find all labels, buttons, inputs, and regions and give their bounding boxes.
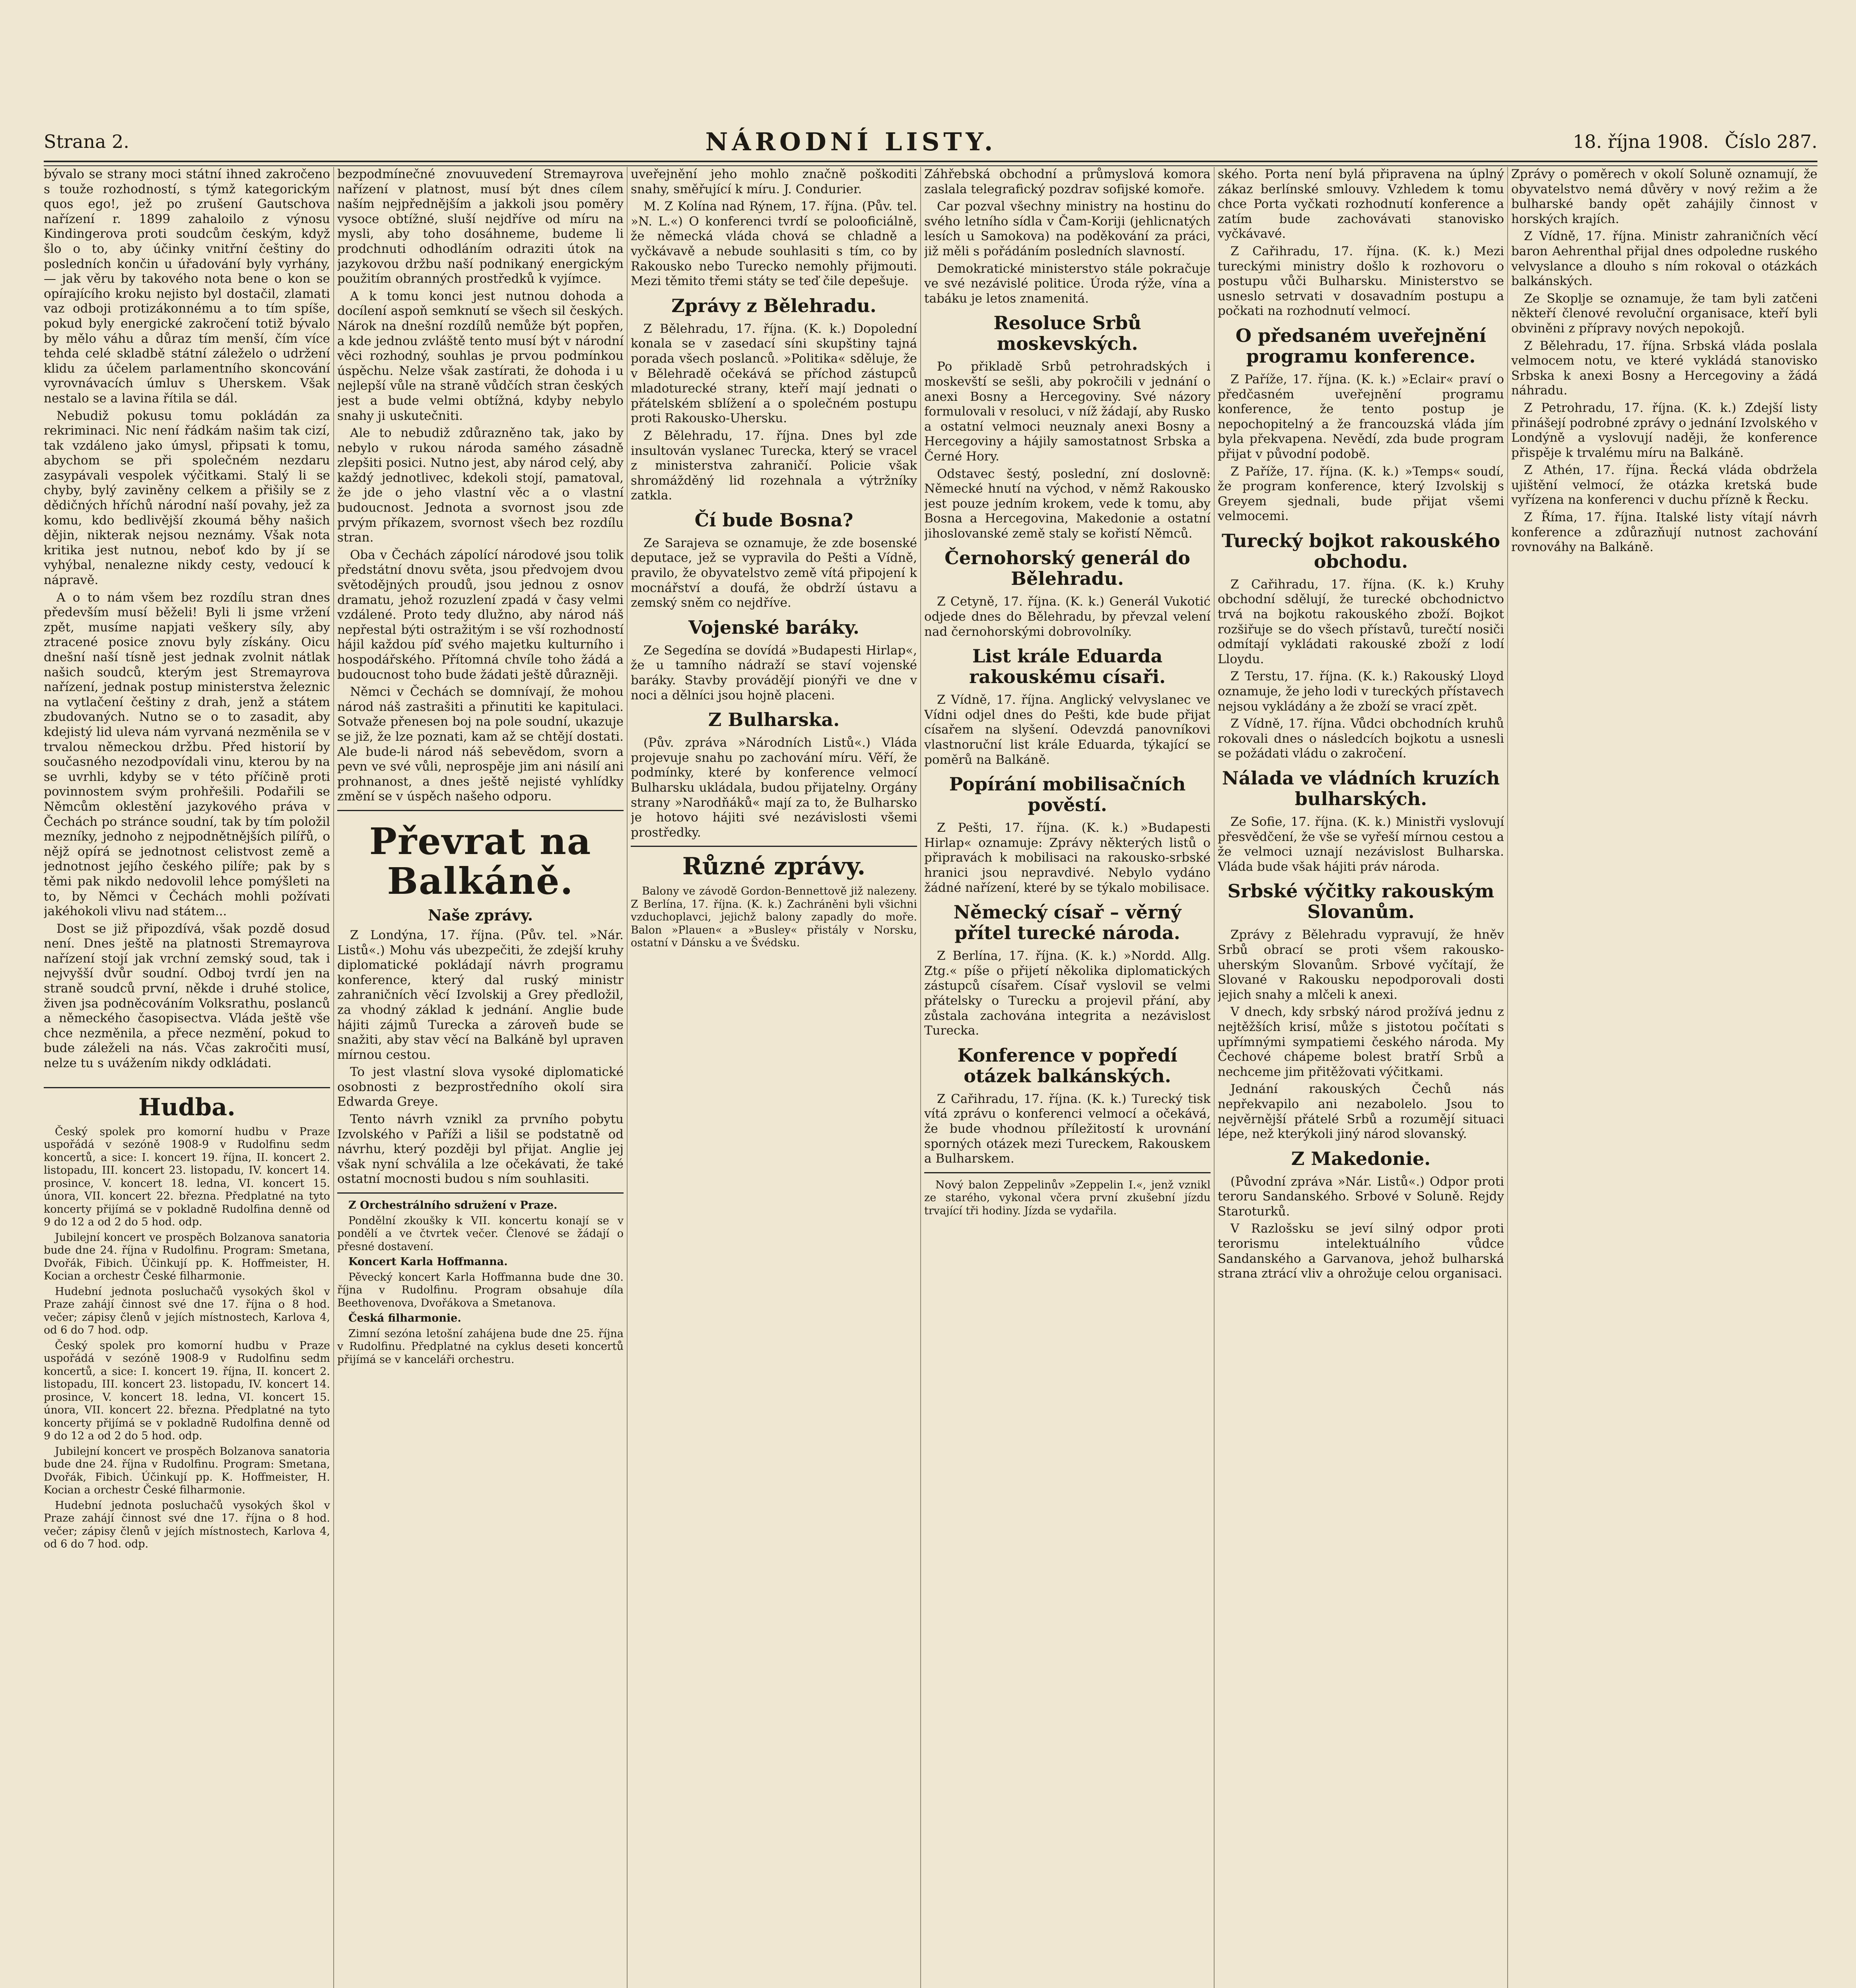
section-title: Nálada ve vládních kruzích bulharských. <box>1222 767 1500 810</box>
article-paragraph: Po přikladě Srbů petrohradských i moskevští se sešli, aby pokročili v jednání o anexi Bosny a Hercegoviny. Své názory formulovali v resoluci, v níž žádají, aby Rusko a ostatní velmoci neuznaly anexi Bosny a Hercegoviny a hájily samostatnost Srbska a Černé Hory. <box>924 359 1211 464</box>
section-title: List krále Eduarda rakouskému císaři. <box>969 645 1166 688</box>
article-paragraph: Z Petrohradu, 17. října. (K. k.) Zdejší listy přinášejí podrobné zprávy o jednání Izvolského v Londýně a vyslovují naději, že konference přispěje k trvalému míru na Balkáně. <box>1511 400 1817 460</box>
column-divider <box>920 167 921 1988</box>
article-paragraph: Z Cetyně, 17. října. (K. k.) Generál Vukotić odjede dnes do Bělehradu, by převzal velení nad černohorskými dobrovolníky. <box>924 594 1211 639</box>
subhead-nase-zpravy: Naše zprávy. <box>428 906 533 924</box>
header-rule <box>44 161 1817 166</box>
article-paragraph: Ale to nebudiž zdůrazněno tak, jako by nebylo v rukou národa samého zásadně zlepšiti posici. Nutno jest, aby národ celý, aby každý jednotlivec, kdekoli stojí, pamatoval, že jde o jeho vlastní věc a o vlastní budoucnost. Jednota a svornost jsou zde prvým příkazem, svornost všech bez rozdílu stran. <box>337 426 624 545</box>
section-rule <box>337 810 624 811</box>
headline-balkan: Převrat na Balkáně. <box>369 819 592 903</box>
article-paragraph: Ze Skoplje se oznamuje, že tam byli zatčeni někteří členové revoluční organisace, kteří byli obviněni z přípravy nových nepokojů. <box>1511 291 1817 336</box>
article-paragraph: V Razlošsku se jeví silný odpor proti terorismu intelektuálního vůdce Sandanského a Garvanova, jehož bulharská strana ztrácí vliv a ohrožuje celou organisaci. <box>1218 1221 1504 1281</box>
section-title: Turecký bojkot rakouského obchodu. <box>1221 530 1500 572</box>
news-item: Pondělní zkoušky k VII. koncertu konají se v pondělí a ve čtvrtek večer. Členové se žádají o přesné dostavení. <box>337 1214 624 1253</box>
article-paragraph: Z Paříže, 17. října. (K. k.) »Temps« soudí, že program konference, který Izvolskij s Greyem sjednali, bude přijat všemi velmocemi. <box>1218 464 1504 524</box>
article-paragraph: Demokratické ministerstvo stále pokračuje ve své nezávislé politice. Úroda rýže, vína a tabáku je letos znamenitá. <box>924 261 1211 306</box>
column-1 <box>44 167 330 1988</box>
article-paragraph: Z Bělehradu, 17. října. (K. k.) Dopolední konala se v zasedací síni skupštiny tajná porada všech poslanců. »Politika« sděluje, že v Bělehradě očekává se příchod zástupců mladoturecké strany, kteří mají jednati o přátelském sblížení a o společném postupu proti Rakousko-Uhersku. <box>631 321 917 426</box>
article-paragraph: Záhřebská obchodní a průmyslová komora zaslala telegrafický pozdrav sofijské komoře. <box>924 167 1211 196</box>
article-paragraph: (Původní zpráva »Nár. Listů«.) Odpor proti teroru Sandanského. Srbové v Soluně. Rejdy Staroturků. <box>1218 1174 1504 1219</box>
article-paragraph: Z Paříže, 17. října. (K. k.) »Eclair« praví o předčasném uveřejnění programu konference, že tento postup je nepochopitelný a že francouzská vláda jím byla překvapena. Nevědí, zda bude program přijat v původní podobě. <box>1218 372 1504 461</box>
section-title: Různé zprávy. <box>682 852 866 881</box>
notice-title: Koncert Karla Hoffmanna. <box>348 1256 508 1268</box>
article-paragraph: Z Athén, 17. října. Řecká vláda obdržela ujištění velmocí, že otázka kretská bude vyřízena na konferenci v duchu přízně k Řecku. <box>1511 463 1817 507</box>
article-paragraph: Odstavec šestý, poslední, zní doslovně: Německé hnutí na východ, v němž Rakousko jest pouze jedním krokem, vede k tomu, aby Bosna a Hercegovina, Makedonie a ostatní jihoslovanské země staly se kořistí Němců. <box>924 466 1211 541</box>
article-paragraph: Tento návrh vznikl za prvního pobytu Izvolského v Paříži a lišil se podstatně od návrhu, který později byl přijat. Anglie jej však nyní schválila a lze očekávati, že také ostatní mocnosti budou s ním souhlasiti. <box>337 1112 624 1186</box>
news-item: Český spolek pro komorní hudbu v Praze uspořádá v sezóně 1908-9 v Rudolfinu sedm koncertů, a sice: I. koncert 19. října, II. koncert 2. listopadu, III. koncert 23. listopadu, IV. koncert 14. prosince, V. koncert 18. ledna, VI. koncert 15. února, VII. koncert 22. března. Předplatné na tyto koncerty přijímá se v pokladně Rudolfina denně od 9 do 12 a od 2 do 5 hod. odp. <box>44 1339 330 1442</box>
column-divider <box>627 167 628 1988</box>
hudba-section <box>44 1126 330 1551</box>
page-header <box>44 126 1817 157</box>
page-label: Strana 2. <box>44 131 129 152</box>
notice-title: Z Orchestrálního sdružení v Praze. <box>348 1199 558 1212</box>
article-paragraph: Z Vídně, 17. října. Ministr zahraničních věcí baron Aehrenthal přijal dnes odpoledne ruského velvyslance a dlouho s ním rokoval o otázkách balkánských. <box>1511 229 1817 289</box>
article-paragraph: Z Vídně, 17. října. Vůdci obchodních kruhů rokovali dnes o následcích bojkotu a usnesli se požádati vládu o zakročení. <box>1218 716 1504 761</box>
section-rule <box>924 1172 1211 1173</box>
column-6 <box>1511 167 1817 1988</box>
article-paragraph: Oba v Čechách zápolící národové jsou tolik předstátní dnovu světa, jsou předvojem dvou světodějných proudů, jsou jednou z osnov dramatu, jehož rozuzlení zpadá v časy velmi vzdálené. Proto tedy dlužno, aby národ náš nepřestal býti ostražitým i se vší rozhodností hájil každou píď svého majetku kulturního i hospodářského. Přítomná chvíle toho žádá a budoucnost toho bude žádati ještě důrazněji. <box>337 547 624 682</box>
news-item: Jubilejní koncert ve prospěch Bolzanova sanatoria bude dne 24. října v Rudolfinu. Program: Smetana, Dvořák, Fibich. Účinkují pp. K. Hoffmeister, H. Kocian a orchestr České filharmonie. <box>44 1445 330 1497</box>
article-paragraph: Z Říma, 17. října. Italské listy vítají návrh konference a zdůrazňují nutnost zachování rovnováhy na Balkáně. <box>1511 510 1817 555</box>
section-title: Z Bulharska. <box>708 709 840 731</box>
article-paragraph: Z Cařihradu, 17. října. (K. k.) Mezi tureckými ministry došlo k rozhovoru o postupu vůči Bulharsku. Ministerstvo se usneslo setrvati v dosavadním postupu a počkati na rozhodnutí velmocí. <box>1218 244 1504 318</box>
article-paragraph: A k tomu konci jest nutnou dohoda a docílení aspoň semknutí se všech sil českých. Nárok na dnešní rozdílů nemůže být popřen, a kde jednou zvláště tento musí být v národní věci rozhodný, souhlas je prvou podmínkou úspěchu. Nelze však zastírati, že dohoda i u nejlepší vůle na straně vůdčích stran českých jest a bude velmi obtížná, kdyby nebylo snahy ji uskutečniti. <box>337 289 624 423</box>
article-paragraph: To jest vlastní slova vysoké diplomatické osobnosti z bezprostředního okolí sira Edwarda Greye. <box>337 1065 624 1109</box>
article-paragraph: M. Z Kolína nad Rýnem, 17. října. (Pův. tel. »N. L.«) O konferenci tvrdí se polooficiálně, že německá vláda chová se chladně a vyčkávavě a nebude souhlasiti s tím, co by Rakousko nebo Turecko nemohly přijmouti. Mezi těmito třemi státy se teď čile depešuje. <box>631 199 917 289</box>
article-paragraph: Z Bělehradu, 17. října. Dnes byl zde insultován vyslanec Turecka, který se vracel z ministerstva zahraničí. Policie však shromážděný lid rozehnala a výtržníky zatkla. <box>631 428 917 503</box>
article-paragraph: V dnech, kdy srbský národ prožívá jednu z nejtěžších krisí, může s jistotou počítati s upřímnými sympatiemi českého národa. My Čechové chápeme bolest bratří Srbů a nechceme jim přitěžovati výčitkami. <box>1218 1005 1504 1079</box>
section-title: Vojenské baráky. <box>688 616 859 638</box>
article-paragraph: bezpodmínečné znovuuvedení Stremayrova nařízení v platnost, musí být dnes cílem naším nejpřednějším a jakkoli jsou poměry vysoce obtížné, sluší nejdříve od míru na mysli, aby toho dosáhneme, budeme li prodchnuti odhodláním odraziti útok na jazykovou držbu naší podnikaný energickým použitím obranných prostředků k vyjímce. <box>337 167 624 286</box>
column-4 <box>924 167 1211 1988</box>
section-title: O předsaném uveřejnění programu konference. <box>1235 324 1487 367</box>
column-5 <box>1218 167 1504 1988</box>
article-paragraph: Car pozval všechny ministry na hostinu do svého letního sídla v Čam-Koriji (jehlicnatých lesích u Samokova) na poděkování za práci, již měli s pořádáním posledních slavností. <box>924 199 1211 258</box>
column-2 <box>337 167 624 1988</box>
article-paragraph: Z Berlína, 17. října. (K. k.) »Nordd. Allg. Ztg.« píše o přijetí několika diplomatických zástupců císařem. Císař vyslovil se velmi přátelsky o Turecku a projevil přání, aby zůstala zachována integrita a nezávislost Turecka. <box>924 949 1211 1038</box>
article-paragraph: Nebudiž pokusu tomu pokládán za rekriminaci. Nic není řádkám našim tak cizí, tak vzdáleno jako úmysl, připsati k tomu, abychom se při společném nezdaru zasypávali vespolek výčitkami. Stalý li se chyby, bylý zaviněny celkem a přišily se z dědičných hříchů národní naší povahy, jež za komu, kdo bedlivější zkoumá běhy našich dějin, nikterak nejsou neznámy. Však nota kritika jest nutnou, neboť kdo by jí se vyhýbal, nenalezne nikdy cesty, vedoucí k nápravě. <box>44 408 330 588</box>
column-divider <box>1507 167 1508 1988</box>
article-paragraph: Z Terstu, 17. října. (K. k.) Rakouský Lloyd oznamuje, že jeho lodi v tureckých přístavech nejsou vykládány a že zboží se vrací zpět. <box>1218 669 1504 714</box>
news-item: Pěvecký koncert Karla Hoffmanna bude dne 30. října v Rudolfinu. Program obsahuje díla Beethovenova, Dvořákova a Smetanova. <box>337 1271 624 1309</box>
section-title: Čí bude Bosna? <box>694 509 853 531</box>
article-paragraph: Z Londýna, 17. října. (Pův. tel. »Nár. Listů«.) Mohu vás ubezpečiti, že zdejší kruhy diplomatické pokládají návrh programu konference, který dal ruský ministr zahraničních věcí Izvolskij a Grey předložil, za vhodný základ k jednání. Anglie bude hájiti zájmů Turecka a zároveň bude se snažiti, aby stav věcí na Balkáně byl upraven mírnou cestou. <box>337 928 624 1062</box>
masthead: NÁRODNÍ LISTY. <box>705 127 997 156</box>
misc-news <box>631 885 917 950</box>
header-date-issue <box>1573 131 1817 152</box>
article-paragraph: Z Vídně, 17. října. Anglický velvyslanec ve Vídni odjel dnes do Pešti, kde bude přijat císařem na slyšení. Odevzdá panovníkovi vlastnoruční list krále Eduarda, týkající se poměrů na Balkáně. <box>924 693 1211 767</box>
article-paragraph: Z Cařihradu, 17. října. (K. k.) Turecký tisk vítá zprávu o konferenci velmocí a očekává, že bude vhodnou příležitostí k urovnání sporných otázek mezi Tureckem, Rakouskem a Bulharskem. <box>924 1091 1211 1166</box>
news-item: Balony ve závodě Gordon-Bennettově již nalezeny. Z Berlína, 17. října. (K. k.) Zachráněni byli všichni vzduchoplavci, jejichž balony zapadly do moře. Balon »Plauen« a »Busley« přistály v Norsku, ostatní v Dánsku a ve Švédsku. <box>631 885 917 949</box>
section-title: Konference v popředí otázek balkánských. <box>957 1044 1178 1087</box>
section-title: Resoluce Srbů moskevských. <box>993 312 1141 355</box>
article-paragraph: Z Cařihradu, 17. října. (K. k.) Kruhy obchodní sdělují, že turecké obchodnictvo trvá na bojkotu rakouského zboží. Bojkot rozšiřuje se do všech přístavů, turečtí nosiči odmítají vykládati rakouské zboží z lodí Lloydu. <box>1218 577 1504 666</box>
section-title-hudba: Hudba. <box>138 1093 235 1121</box>
notice-title: Česká filharmonie. <box>348 1312 461 1325</box>
news-item: Jubilejní koncert ve prospěch Bolzanova sanatoria bude dne 24. října v Rudolfinu. Program: Smetana, Dvořák, Fibich. Účinkují pp. K. Hoffmeister, H. Kocian a orchestr České filharmonie. <box>44 1231 330 1283</box>
section-rule <box>44 1087 330 1088</box>
section-title: Srbské výčitky rakouským Slovanům. <box>1227 880 1495 923</box>
article-paragraph: bývalo se strany moci státní ihned zakročeno s touže rozhodností, s týmž kategorickým quos ego!, jež po zrušení Gautschova nařízení r. 1899 zahaloilo z výnosu Kindingerova proti soudcům českým, když šlo o to, aby účinky vnitřní češtiny do posledních končin u úřadování byly vyrhány, — jak věru by takového nota bene o kon se opírajícího kroku nejisto byl dostačil, zlamati vaz odboji protizákonnému a to tím spíše, pokud byly energické zakročení totiž bývalo by mělo váhu a důraz tím menší, čím více tehda celé skladbě státní záleželo o udržení klidu za účelem parlamentního skoncování vyrovnávacích úmluv s Uherskem. Však nestalo se a lavina řítila se dál. <box>44 167 330 406</box>
section-title: Německý císař – věrný přítel turecké národa. <box>953 901 1182 944</box>
music-notices <box>337 1199 624 1366</box>
article-paragraph: uveřejnění jeho mohlo značně poškoditi snahy, směřující k míru. J. Condurier. <box>631 167 917 196</box>
article-paragraph: Jednání rakouských Čechů nás nepřekvapilo ani nezabolelo. Jsou to nejvěrnější přátelé Srbů a rozumějí situaci lépe, než kterýkoli jiný národ slovanský. <box>1218 1082 1504 1142</box>
article-paragraph: Ze Segedína se dovídá »Budapesti Hirlap«, že u tamního nádraží se staví vojenské baráky. Stavby provádějí pionýři ve dne v noci a dělníci jsou hojně placeni. <box>631 643 917 703</box>
news-item: Hudební jednota posluchačů vysokých škol v Praze zahájí činnost své dne 17. října o 8 hod. večer; zápisy členů v jejích místnostech, Karlova 4, od 6 do 7 hod. odp. <box>44 1285 330 1337</box>
article-paragraph: Dost se již připozdívá, však pozdě dosud není. Dnes ještě na platnosti Stremayrova nařízení stojí jak vrchní zemský soud, tak i nejvyšší dvůr soudní. Odboj tvrdí jen na straně soudců první, někde i druhé stolice, živen jsa podněcováním Volksrathu, poslanců a německého časopisectva. Vláda ještě vše chce nezměnila, a přece nezmění, pokud to bude záleželi na nás. Včas zakročiti musí, nelze tu s uvážením nikdy odkládati. <box>44 921 330 1071</box>
article-paragraph: Zprávy z Bělehradu vypravují, že hněv Srbů obrací se proti všem rakousko-uherským Slovanům. Srbové vyčítají, že Slované v Rakousku nepodporovali dosti jejich snahy a mlčeli k anexi. <box>1218 928 1504 1002</box>
news-item: Zimní sezóna letošní zahájena bude dne 25. října v Rudolfinu. Předplatné na cyklus deseti koncertů přijímá se v kanceláři orchestru. <box>337 1327 624 1366</box>
issue-number: Číslo 287. <box>1725 131 1817 152</box>
misc-news <box>924 1179 1211 1218</box>
article-paragraph: (Pův. zpráva »Národních Listů«.) Vláda projevuje snahu po zachování míru. Věří, že podmínky, které by konference velmocí Bulharsku ukládala, budou přijatelny. Orgány strany »Narodňáků« mají za to, že Bulharsko je hotovo hájiti své nezávislosti všemi prostředky. <box>631 736 917 840</box>
column-divider <box>333 167 334 1988</box>
column-3 <box>631 167 917 1988</box>
column-divider <box>1214 167 1215 1988</box>
article-paragraph: Ze Sarajeva se oznamuje, že zde bosenské deputace, jež se vypravila do Pešti a Vídně, pravilo, že obyvatelstvo země vítá připojení k mocnářství a doufá, že obdrží ústavu a zemský sněm co nejdříve. <box>631 536 917 610</box>
news-item: Hudební jednota posluchačů vysokých škol v Praze zahájí činnost své dne 17. října o 8 hod. večer; zápisy členů v jejích místnostech, Karlova 4, od 6 do 7 hod. odp. <box>44 1499 330 1551</box>
news-item: Český spolek pro komorní hudbu v Praze uspořádá v sezóně 1908-9 v Rudolfinu sedm koncertů, a sice: I. koncert 19. října, II. koncert 2. listopadu, III. koncert 23. listopadu, IV. koncert 14. prosince, V. koncert 18. ledna, VI. koncert 15. února, VII. koncert 22. března. Předplatné na tyto koncerty přijímá se v pokladně Rudolfina denně od 9 do 12 a od 2 do 5 hod. odp. <box>44 1125 330 1229</box>
news-item: Nový balon Zeppelinův »Zeppelin I.«, jenž vznikl ze starého, vykonal včera první zkušební jízdu trvající tři hodiny. Jízda se vydařila. <box>924 1178 1211 1217</box>
section-title: Popírání mobilisačních pověstí. <box>949 773 1186 816</box>
article-paragraph: Z Bělehradu, 17. října. Srbská vláda poslala velmocem notu, ve které vykládá stanovisko Srbska k anexi Bosny a Hercegoviny a žádá náhradu. <box>1511 338 1817 398</box>
article-paragraph: ského. Porta není bylá připravena na úplný zákaz berlínské smlouvy. Vzhledem k tomu chce Porta vyčkati rozhodnutí konference a zatím bude zachovávati stanovisko vyčkávavé. <box>1218 167 1504 241</box>
article-paragraph: Z Pešti, 17. října. (K. k.) »Budapesti Hirlap« oznamuje: Zprávy některých listů o připravách k mobilisaci na rakousko-srbské hranici jsou nepravdivé. Nebylo vydáno žádné nařízení, které by se týkalo mobilisace. <box>924 821 1211 895</box>
article-paragraph: Ze Sofie, 17. října. (K. k.) Ministři vyslovují přesvědčení, že vše se vyřeší mírnou cestou a že velmoci uznají nezávislost Bulharska. Vláda bude však hájiti práv národa. <box>1218 815 1504 874</box>
section-title: Černohorský generál do Bělehradu. <box>945 547 1190 590</box>
section-title: Z Makedonie. <box>1291 1147 1431 1169</box>
issue-date: 18. října 1908. <box>1572 131 1709 152</box>
section-rule <box>631 846 917 847</box>
section-rule <box>337 1192 624 1194</box>
article-paragraph: Němci v Čechách se domnívají, že mohou národ náš zastrašiti a přinutiti ke kapitulaci. Sotvaže přenesen boj na pole soudní, ukazuje se již, že lze poznati, kam až se chtějí dostati. Ale bude-li národ náš sebevědom, svorn a pevn ve své vůli, neprospěje jim ani násilí ani prohnanost, a dnes ještě nejisté vyhlídky změní se v úspěch našeho odporu. <box>337 685 624 804</box>
section-title: Zprávy z Bělehradu. <box>671 295 876 316</box>
article-paragraph: Zprávy o poměrech v okolí Soluně oznamují, že obyvatelstvo nemá důvěry v nový režim a že bulharské bandy opět zahájily činnost v horských krajích. <box>1511 167 1817 226</box>
article-paragraph: A o to nám všem bez rozdílu stran dnes především musí běželi! Byli li jsme vržení zpět, musíme napjati veškery síly, aby ztracené posice znovu byly získány. Oicu dnešní naší tísně jest jednak zvolnit nátlak našich soudců, kterým jest Stremayrova nařízení, jednak postup ministerstva železnic na vytlačení češtiny z drah, jenž a státem zbudovaných. Nutno se o to zasadit, aby kdejistý lid uleva nám vyrvaná nezměnila se v trvalou německou držbu. Před historií by současného nezodpovídali vinu, kterou by na se uvrhli, kdyby se v této příčině proti povinnostem svým prohřešili. Podařili se Němcům oklestění jazykového práva v Čechách po stránce soudní, tak by tím položil mezníky, jednoho z nejpodnětnějších pilířů, o nějž opírá se jednotnost celistvost země a jednotnost jejího českého pilíře; pak by s těmi pak nikdo nedovolil lehce pomýšleti na to, by Němci v Čechách mohli požívati jakéhokoli vlivu nad státem... <box>44 590 330 919</box>
